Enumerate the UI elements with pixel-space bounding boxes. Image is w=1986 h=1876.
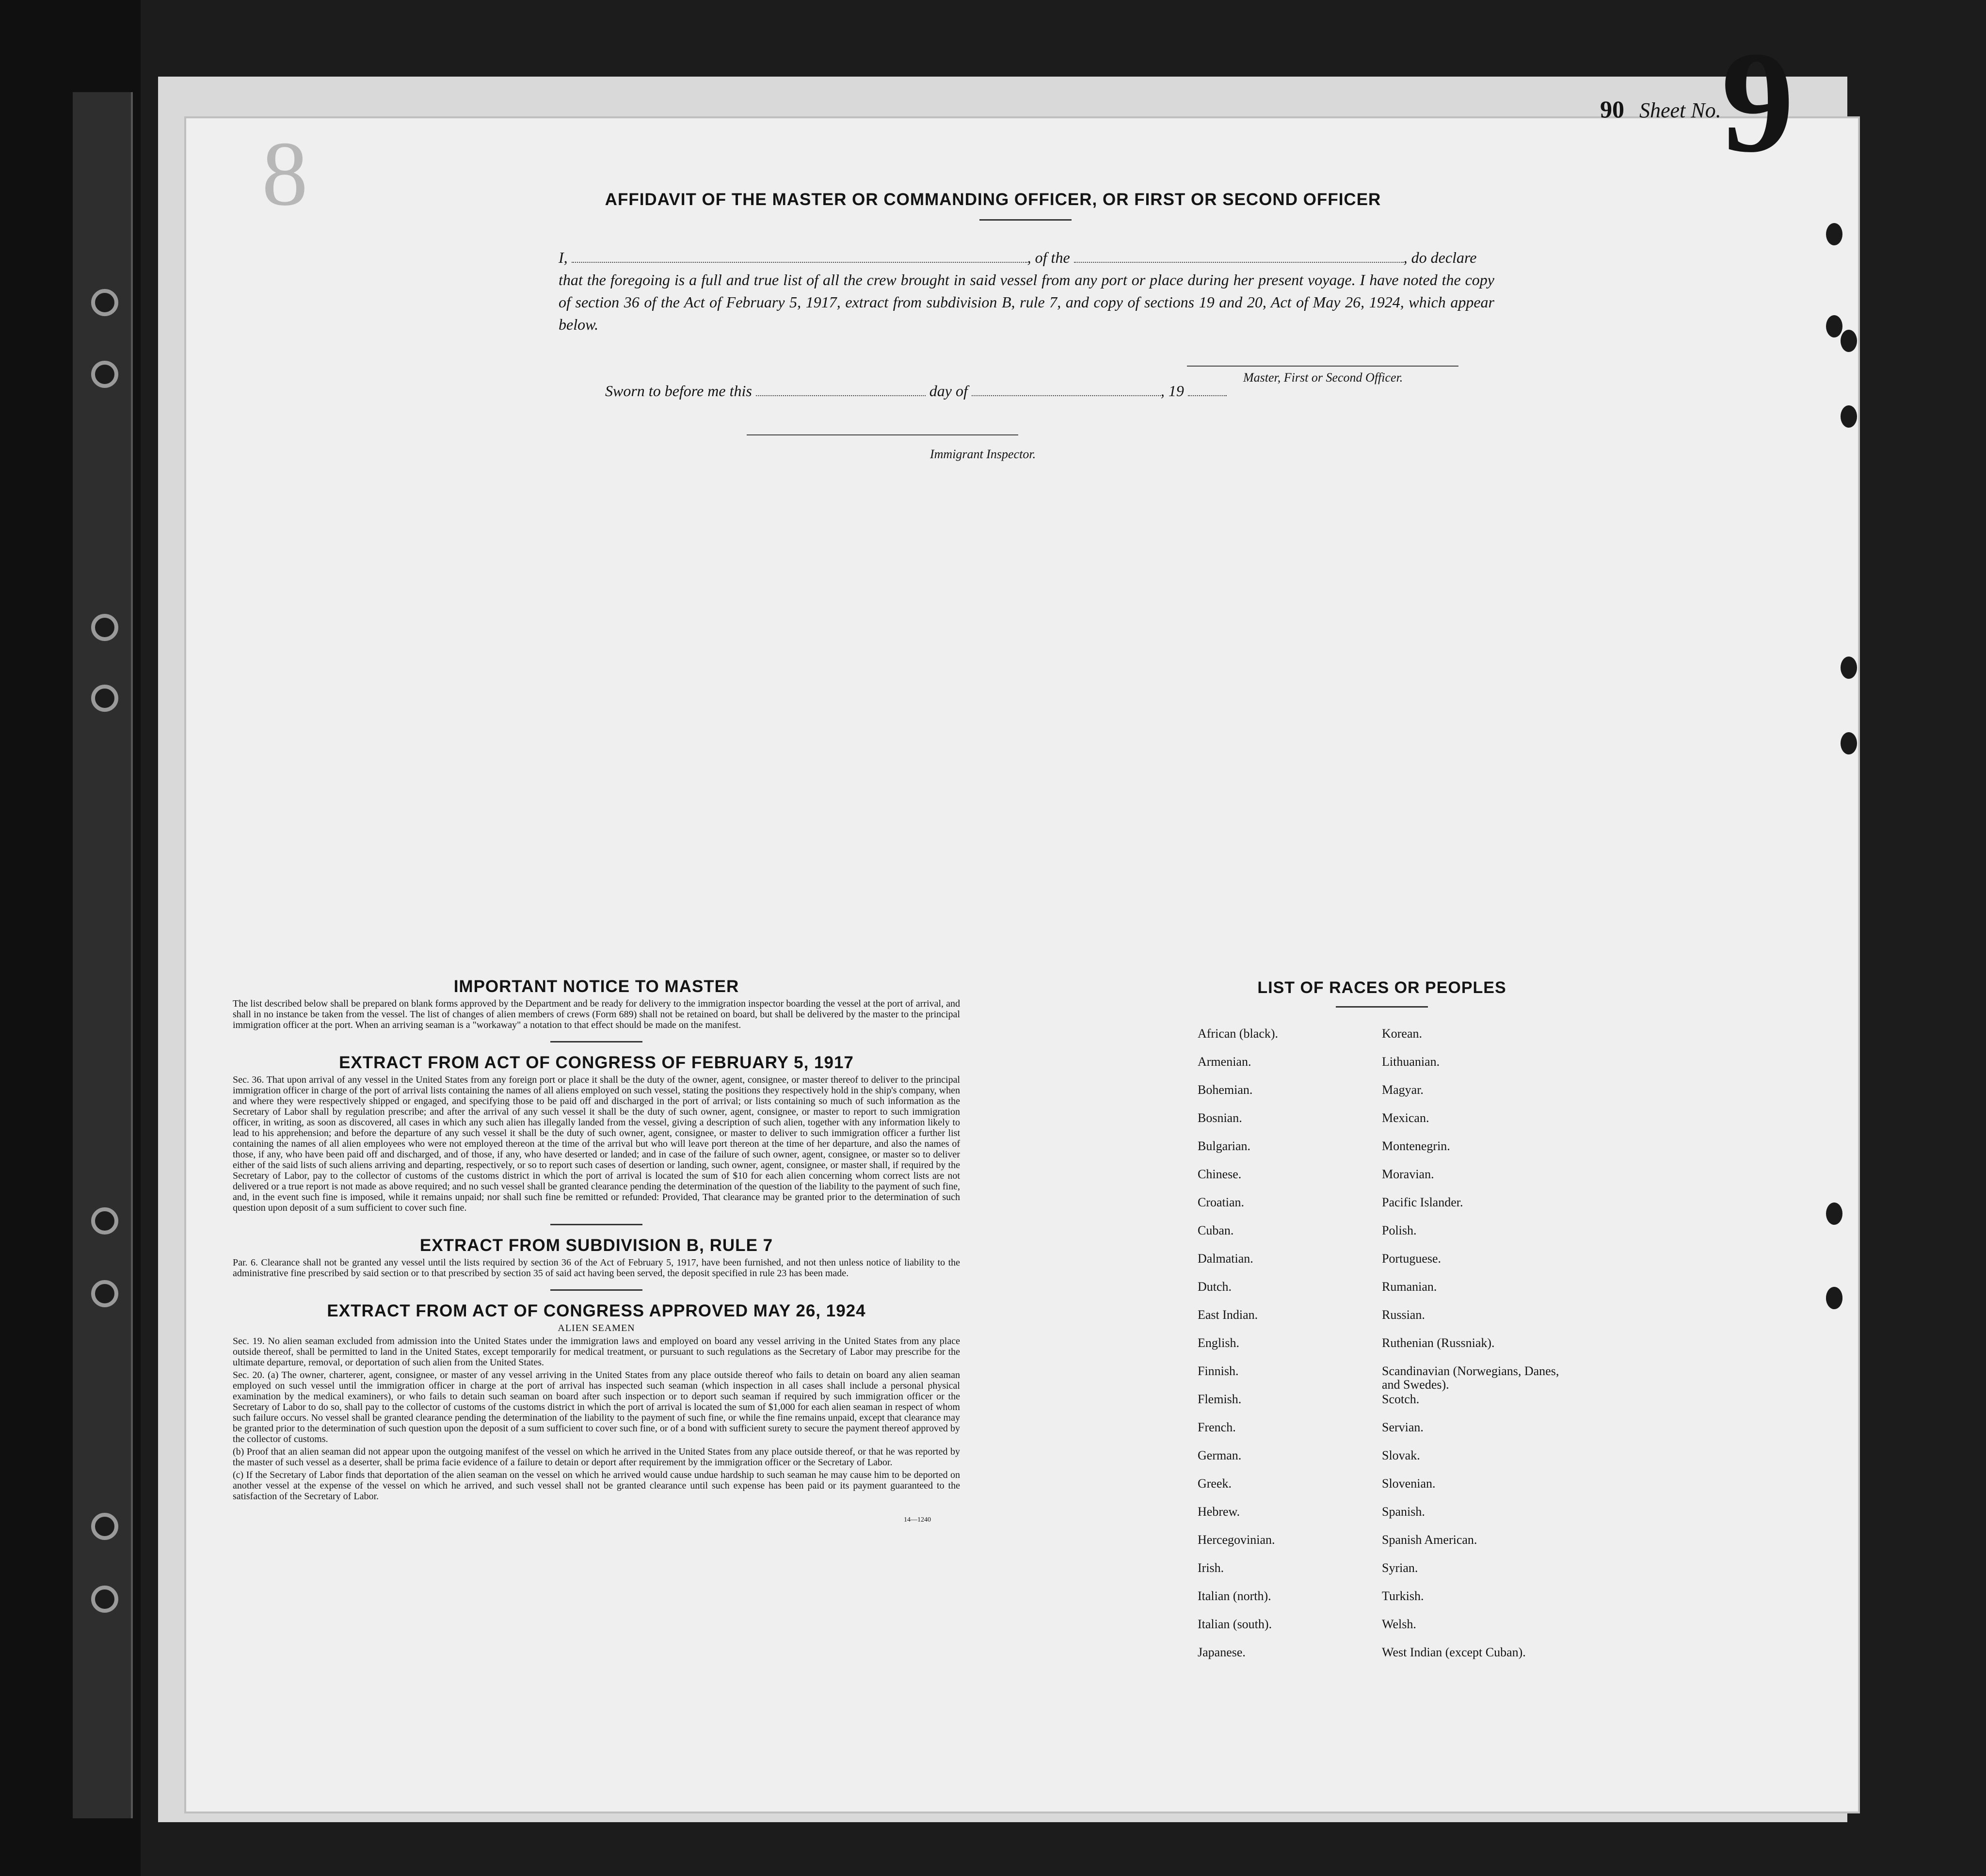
extract-1924-sec20c: (c) If the Secretary of Labor finds that deportation of the alien seaman on the vessel on which he arrived would cause undue hardship to such seaman he may cause him to be deported on another vessel at the expense of the vessel on which he arrived, and such vessel shall not be granted clearance until such expense has been paid or its payment guaranteed to the satisfaction of the Secretary of Labor. xyxy=(233,1470,960,1502)
race-item: Dutch. xyxy=(1198,1280,1232,1294)
binder-hole xyxy=(91,289,118,316)
race-item: Magyar. xyxy=(1382,1083,1424,1097)
race-item: Dalmatian. xyxy=(1198,1251,1253,1266)
race-item: Russian. xyxy=(1382,1308,1425,1322)
affidavit-body: that the foregoing is a full and true list of all the crew brought in said vessel from any port or place during her present voyage. I have noted the copy of section 36 of the Act of February 5, 1917, extract from subdivision B, rule 7, and copy of sections 19 and 20, Act of May 26, 1924, which appear below. xyxy=(559,271,1494,333)
day-of-label: day of xyxy=(929,382,968,400)
race-item: Bohemian. xyxy=(1198,1083,1253,1097)
faded-stamp-number: 8 xyxy=(262,123,308,225)
do-declare-label: , do declare xyxy=(1403,249,1477,266)
inspector-signature-line[interactable] xyxy=(747,434,1018,435)
master-signature-label: Master, First or Second Officer. xyxy=(1243,370,1403,385)
master-signature-line[interactable] xyxy=(1187,366,1458,367)
binder-hole xyxy=(91,361,118,388)
right-edge-punch-holes xyxy=(1826,0,1986,1876)
extract-1924-sec19: Sec. 19. No alien seaman excluded from admission into the United States under the immigration laws and employed on board any vessel arriving in the United States from any place outside thereof, shall be permitted to land in the United States, except temporarily for medical treatment, or pursuant to such regulations as the Secretary of Labor may prescribe for the ultimate departure, removal, or deportation of such alien from the United States. xyxy=(233,1336,960,1368)
race-item: Hercegovinian. xyxy=(1198,1533,1275,1547)
section-rule xyxy=(550,1224,642,1225)
sheet-label: Sheet No. xyxy=(1639,98,1721,122)
extract-1924-sec20b: (b) Proof that an alien seaman did not appear upon the outgoing manifest of the vessel on which he arrived in the United States from any place outside thereof, or that he was reported by the master of such vessel as a deserter, shall be prima facie evidence of a failure to detain or deport after requirement by the immigration officer or the Secretary of Labor. xyxy=(233,1446,960,1468)
race-item: Greek. xyxy=(1198,1476,1232,1491)
race-item: Moravian. xyxy=(1382,1167,1434,1181)
races-columns xyxy=(1188,1027,1576,1672)
races-title-rule xyxy=(1336,1006,1428,1008)
binder-hole xyxy=(91,1513,118,1540)
races-left-column xyxy=(1198,1027,1392,1674)
race-item: Spanish American. xyxy=(1382,1533,1477,1547)
race-item: Italian (north). xyxy=(1198,1589,1271,1603)
race-item: German. xyxy=(1198,1448,1242,1462)
race-item: Servian. xyxy=(1382,1420,1424,1434)
race-item: Hebrew. xyxy=(1198,1505,1240,1519)
sworn-month-field[interactable] xyxy=(972,383,1161,396)
race-item: Welsh. xyxy=(1382,1617,1416,1631)
extract-1924-title: EXTRACT FROM ACT OF CONGRESS APPROVED MAY 26, 1924 xyxy=(327,1301,866,1320)
race-item: Lithuanian. xyxy=(1382,1055,1440,1069)
race-item: Flemish. xyxy=(1198,1392,1242,1406)
race-item: East Indian. xyxy=(1198,1308,1258,1322)
inspector-signature-label: Immigrant Inspector. xyxy=(930,447,1036,461)
sworn-year-field[interactable] xyxy=(1188,383,1227,396)
race-item: Rumanian. xyxy=(1382,1280,1437,1294)
race-item: Ruthenian (Russniak). xyxy=(1382,1336,1495,1350)
section-rule xyxy=(550,1041,642,1042)
race-item: Portuguese. xyxy=(1382,1251,1441,1266)
rule-7-title: EXTRACT FROM SUBDIVISION B, RULE 7 xyxy=(419,1236,773,1255)
binder-hole xyxy=(91,685,118,712)
binder-hole xyxy=(91,614,118,641)
race-item: French. xyxy=(1198,1420,1236,1434)
sworn-statement xyxy=(605,382,1227,400)
race-item: Montenegrin. xyxy=(1382,1139,1450,1153)
race-item: Japanese. xyxy=(1198,1645,1246,1659)
race-item: Bosnian. xyxy=(1198,1111,1242,1125)
affidavit-statement xyxy=(559,246,1494,336)
sworn-prefix: Sworn to before me this xyxy=(605,382,752,400)
notice-title: IMPORTANT NOTICE TO MASTER xyxy=(453,977,739,996)
races-title: LIST OF RACES OR PEOPLES xyxy=(1257,978,1506,997)
sworn-day-field[interactable] xyxy=(756,383,926,396)
race-item: Spanish. xyxy=(1382,1505,1425,1519)
race-item: Irish. xyxy=(1198,1561,1224,1575)
title-rule xyxy=(979,219,1072,221)
binder-strip xyxy=(73,92,133,1818)
form-number: 14—1240 xyxy=(904,1516,931,1523)
form-sheet xyxy=(186,118,1858,1812)
vessel-name-field[interactable] xyxy=(1074,249,1404,263)
race-item: African (black). xyxy=(1198,1026,1279,1041)
race-item: Syrian. xyxy=(1382,1561,1418,1575)
races-right-column xyxy=(1382,1027,1576,1674)
race-item: Korean. xyxy=(1382,1026,1423,1041)
race-item: Finnish. xyxy=(1198,1364,1239,1378)
extract-1924-sec20a: Sec. 20. (a) The owner, charterer, agent, consignee, or master of any vessel arriving in the United States from any place outside thereof who fails to detain on board any alien seaman employed on such vessel until the immigration officer in charge at the port of arrival has inspected such seaman (which inspection in all cases shall include a personal physical examination by the medical examiners), or who fails to detain such seaman on board after such inspection or to deport such seaman if required by such immigration officer or the Secretary of Labor to do so, shall pay to the collector of customs of the customs district in which the port of arrival is located the sum of $1,000 for each alien seaman in respect of whom such failure occurs. No vessel shall be granted clearance pending the determination of the liability to the payment of such fine, or while the fine remains unpaid, except that clearance may be granted prior to the determination of such question upon the deposit of a sum sufficient to cover such fine, or of a bond with sufficient surety to secure the payment thereof approved by the collector of customs. xyxy=(233,1370,960,1444)
race-item: English. xyxy=(1198,1336,1239,1350)
race-item: Croatian. xyxy=(1198,1195,1245,1209)
race-item: Scotch. xyxy=(1382,1392,1420,1406)
race-item: Italian (south). xyxy=(1198,1617,1272,1631)
binder-hole xyxy=(91,1280,118,1307)
legal-notices xyxy=(233,977,960,1524)
rule-7-text: Par. 6. Clearance shall not be granted any vessel until the lists required by section 36 of the Act of February 5, 1917, have been furnished, and not then unless notice of liability to the administrative fine prescribed by said section or to that prescribed by section 35 of said act having been served, the deposit specified in rule 23 has been made. xyxy=(233,1257,960,1279)
affiant-name-field[interactable] xyxy=(572,249,1027,263)
race-item: West Indian (except Cuban). xyxy=(1382,1645,1526,1659)
binder-hole xyxy=(91,1207,118,1235)
extract-1924-subtitle: ALIEN SEAMEN xyxy=(558,1323,635,1333)
race-item: Mexican. xyxy=(1382,1111,1429,1125)
race-item: Scandinavian (Norwegians, Danes, and Swedes). xyxy=(1382,1364,1559,1392)
race-item: Polish. xyxy=(1382,1223,1417,1237)
race-item: Slovenian. xyxy=(1382,1476,1436,1491)
sheet-number-label xyxy=(1600,95,1721,123)
sheet-number: 9 xyxy=(1721,21,1794,182)
notice-text: The list described below shall be prepared on blank forms approved by the Department and be ready for delivery to the immigration inspector boarding the vessel at the port of arrival, and shall in no instance be taken from the vessel. The list of changes of alien members of crews (Form 689) shall not be retained on board, but shall be delivered by the master to the principal immigration officer at the port. When an arriving seaman is a "workaway" a notation to that effect should be made on the manifest. xyxy=(233,998,960,1030)
race-item: Armenian. xyxy=(1198,1055,1251,1069)
section-rule xyxy=(550,1289,642,1291)
races-list xyxy=(1188,978,1576,1672)
race-item: Chinese. xyxy=(1198,1167,1242,1181)
affidavit-title: AFFIDAVIT OF THE MASTER OR COMMANDING OFFICER, OR FIRST OR SECOND OFFICER xyxy=(605,190,1381,209)
page-number: 90 xyxy=(1600,96,1624,123)
race-item: Bulgarian. xyxy=(1198,1139,1251,1153)
of-the-label: , of the xyxy=(1027,249,1070,266)
extract-1917-text: Sec. 36. That upon arrival of any vessel in the United States from any foreign port or place it shall be the duty of the owner, agent, consignee, or master thereof to deliver to the principal immigration officer in charge of the port of arrival lists containing the names of all aliens employed on such vessel, stating the positions they respectively hold in the ship's company, when and where they were respectively shipped or engaged, and specifying those to be paid off and discharged in the port of arrival; or lists containing so much of such information as the Secretary of Labor shall by regulation prescribe; and after the arrival of any such vessel it shall be the duty of such owner, agent, consignee, or master to report to such immigration officer, in writing, as soon as discovered, all cases in which any such alien has illegally landed from the vessel, giving a description of such alien, together with any information likely to lead to his apprehension; and before the departure of any such vessel it shall be the duty of such owner, agent, consignee, or master to deliver to such immigration officer a further list containing the names of all alien employees who were not employed thereon at the time of the arrival but who will leave port thereon at the time of her departure, and also the names of those, if any, who have been paid off and discharged, and of those, if any, who have deserted or landed; and in case of the failure of such owner, agent, consignee, or master so to deliver either of the said lists of such aliens arriving and departing, respectively, or so to report such cases of desertion or landing, such owner, agent, consignee, or master shall, if required by the Secretary of Labor, pay to the collector of customs of the customs district in which the port of arrival is located the sum of $10 for each alien concerning whom correct lists are not delivered or a true report is not made as above required; and no such vessel shall be granted clearance pending the determination of the question of the liability to the payment of such fine, and, in the event such fine is imposed, while it remains unpaid; nor shall such fine be remitted or refunded: Provided, That clearance may be granted prior to the determination of such question upon deposit of a sum sufficient to cover such fine. xyxy=(233,1074,960,1213)
extract-1917-title: EXTRACT FROM ACT OF CONGRESS OF FEBRUARY 5, 1917 xyxy=(339,1053,854,1072)
race-item: Cuban. xyxy=(1198,1223,1234,1237)
race-item: Pacific Islander. xyxy=(1382,1195,1463,1209)
affiant-prefix: I, xyxy=(559,249,568,266)
race-item: Slovak. xyxy=(1382,1448,1420,1462)
year-prefix: , 19 xyxy=(1160,382,1184,400)
binder-hole xyxy=(91,1586,118,1613)
race-item: Turkish. xyxy=(1382,1589,1424,1603)
